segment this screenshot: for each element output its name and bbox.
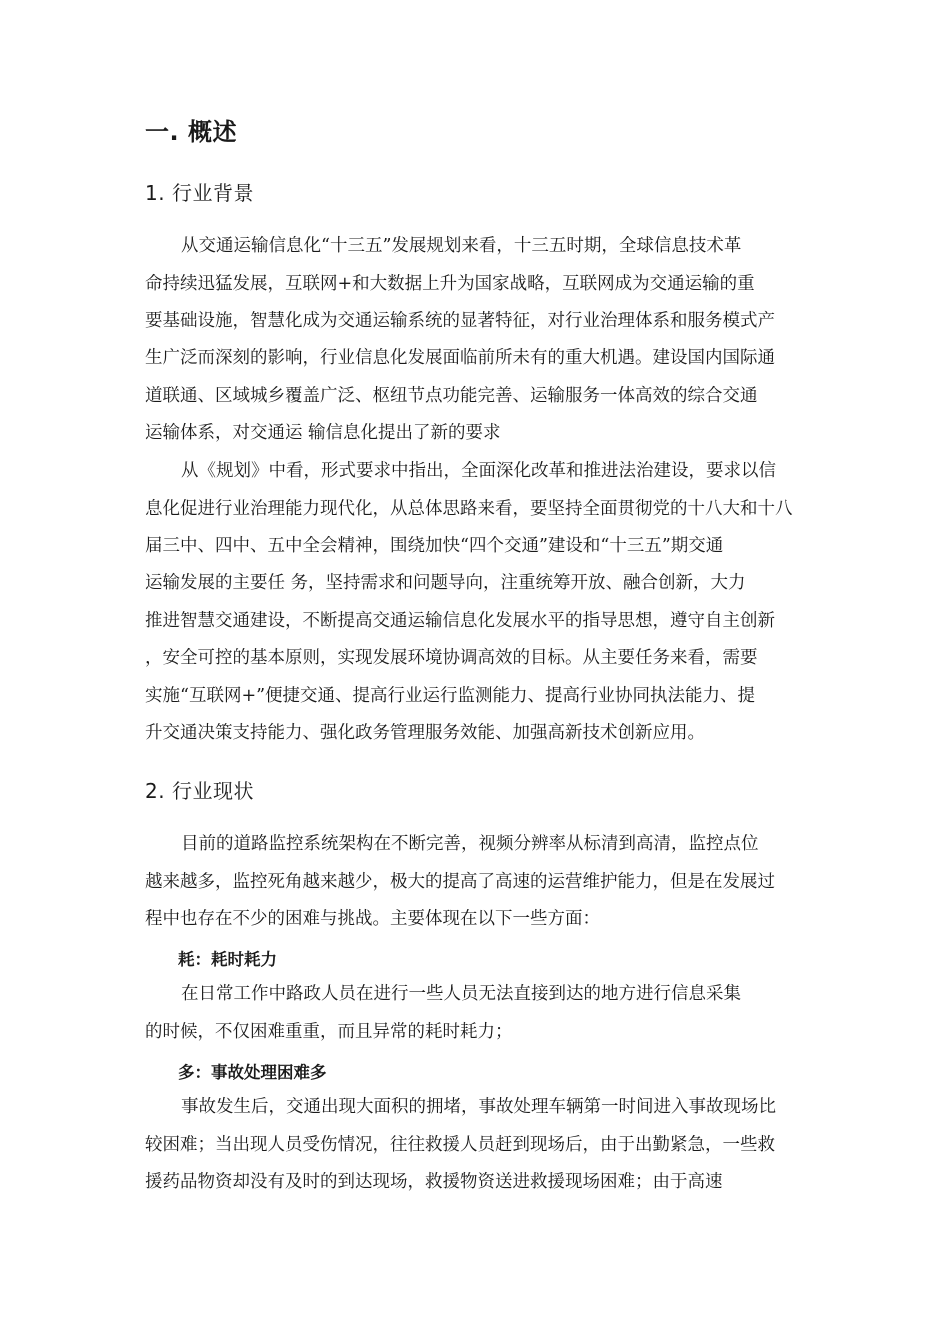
- subsection-title-accident: 多：事故处理困难多: [178, 1063, 327, 1082]
- chapter-heading: 一. 概述: [145, 118, 237, 146]
- paragraph-line: 推进智慧交通建设，不断提高交通运输信息化发展水平的指导思想，遵守自主创新: [145, 611, 775, 631]
- paragraph-line: 程中也存在不少的困难与挑战。主要体现在以下一些方面：: [145, 909, 600, 929]
- paragraph-line: 的时候，不仅困难重重，而且异常的耗时耗力；: [145, 1022, 513, 1042]
- paragraph-line: 命持续迅猛发展，互联网+和大数据上升为国家战略，互联网成为交通运输的重: [145, 274, 755, 294]
- paragraph-line: ，安全可控的基本原则，实现发展环境协调高效的目标。从主要任务来看，需要: [145, 648, 758, 668]
- paragraph-line: 越来越多，监控死角越来越少，极大的提高了高速的运营维护能力，但是在发展过: [145, 872, 775, 892]
- section-title-status: 2. 行业现状: [145, 779, 254, 803]
- paragraph-line: 在日常工作中路政人员在进行一些人员无法直接到达的地方进行信息采集: [181, 984, 741, 1004]
- paragraph-line: 运输发展的主要任 务，坚持需求和问题导向，注重统筹开放、融合创新，大力: [145, 573, 746, 593]
- paragraph-line: 生广泛而深刻的影响，行业信息化发展面临前所未有的重大机遇。建设国内国际通: [145, 348, 775, 368]
- paragraph-line: 息化促进行业治理能力现代化，从总体思路来看，要坚持全面贯彻党的十八大和十八: [145, 499, 793, 519]
- paragraph-line: 从交通运输信息化“十三五”发展规划来看，十三五时期，全球信息技术革: [181, 236, 742, 256]
- paragraph-line: 届三中、四中、五中全会精神，围绕加快“四个交通”建设和“十三五”期交通: [145, 536, 724, 556]
- paragraph-line: 事故发生后，交通出现大面积的拥堵，事故处理车辆第一时间进入事故现场比: [181, 1097, 776, 1117]
- paragraph-line: 道联通、区域城乡覆盖广泛、枢纽节点功能完善、运输服务一体高效的综合交通: [145, 386, 758, 406]
- section-title-background: 1. 行业背景: [145, 181, 254, 205]
- paragraph-line: 援药品物资却没有及时的到达现场，救援物资送进救援现场困难；由于高速: [145, 1172, 723, 1192]
- paragraph-line: 实施“互联网+”便捷交通、提高行业运行监测能力、提高行业协同执法能力、提: [145, 686, 756, 706]
- paragraph-line: 要基础设施，智慧化成为交通运输系统的显著特征，对行业治理体系和服务模式产: [145, 311, 775, 331]
- paragraph-line: 从《规划》中看，形式要求中指出，全面深化改革和推进法治建设，要求以信: [181, 461, 776, 481]
- paragraph-line: 运输体系，对交通运 输信息化提出了新的要求: [145, 423, 501, 443]
- paragraph-line: 升交通决策支持能力、强化政务管理服务效能、加强高新技术创新应用。: [145, 723, 705, 743]
- paragraph-line: 目前的道路监控系统架构在不断完善，视频分辨率从标清到高清，监控点位: [181, 834, 759, 854]
- subsection-title-time-cost: 耗：耗时耗力: [178, 950, 277, 969]
- paragraph-line: 较困难；当出现人员受伤情况，往往救援人员赶到现场后，由于出勤紧急，一些救: [145, 1135, 775, 1155]
